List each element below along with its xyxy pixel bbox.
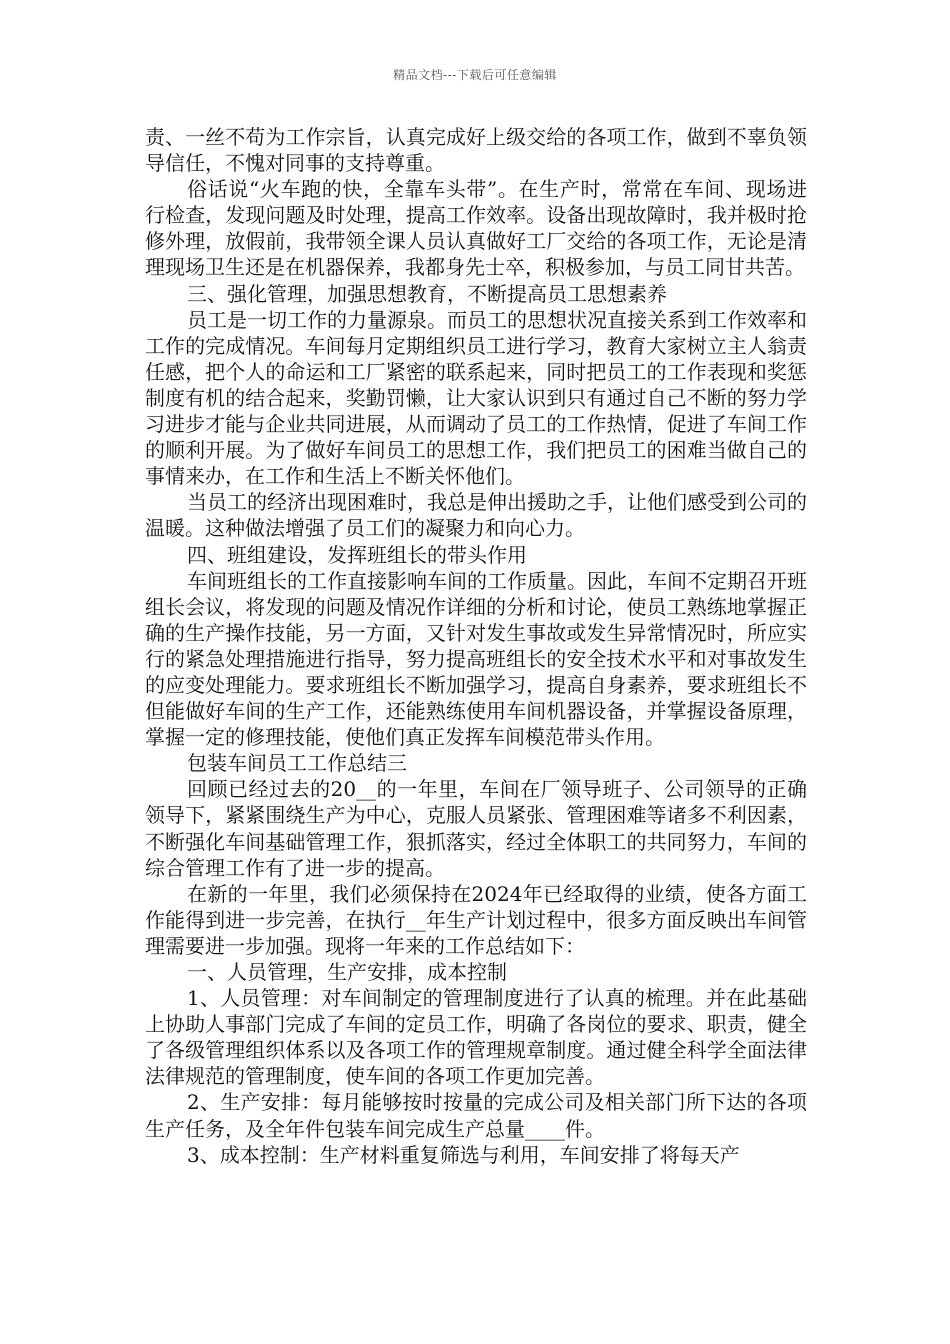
paragraph: 在新的一年里，我们必须保持在2024年已经取得的业绩，使各方面工作能得到进一步完善，在执行__年生产计划过程中，很多方面反映出车间管理需要进一步加强。现将一年来的工作总结如下： xyxy=(145,881,807,958)
paragraph: 车间班组长的工作直接影响车间的工作质量。因此，车间不定期召开班组长会议，将发现的问题及情况作详细的分析和讨论，使员工熟练地掌握正确的生产操作技能，另一方面，又针对发生事故或发生异常情况时，所应实行的紧急处理措施进行指导，努力提高班组长的安全技术水平和对事故发生的应变处理能力。要求班组长不断加强学习，提高自身素养，要求班组长不但能做好车间的生产工作，还能熟练使用车间机器设备，并掌握设备原理，掌握一定的修理技能，使他们真正发挥车间模范带头作用。 xyxy=(145,568,807,750)
paragraph: 责、一丝不苟为工作宗旨，认真完成好上级交给的各项工作，做到不辜负领导信任，不愧对同事的支持尊重。 xyxy=(145,125,807,176)
paragraph: 回顾已经过去的20__的一年里，车间在厂领导班子、公司领导的正确领导下，紧紧围绕生产为中心，克服人员紧张、管理困难等诸多不利因素，不断强化车间基础管理工作，狠抓落实，经过全体职工的共同努力，车间的综合管理工作有了进一步的提高。 xyxy=(145,777,807,880)
section-heading: 四、班组建设，发挥班组长的带头作用 xyxy=(187,542,527,567)
document-body xyxy=(145,124,807,1168)
paragraph: 俗话说“火车跑的快，全靠车头带”。在生产时，常常在车间、现场进行检查，发现问题及时处理，提高工作效率。设备出现故障时，我并极时抢修外理，放假前，我带领全课人员认真做好工厂交给的各项工作，无论是清理现场卫生还是在机器保养，我都身先士卒，积极参加，与员工同甘共苦。 xyxy=(145,177,807,280)
paragraph: 3、成本控制：生产材料重复筛选与利用，车间安排了将每天产 xyxy=(187,1142,740,1167)
paragraph: 2、生产安排：每月能够按时按量的完成公司及相关部门所下达的各项生产任务，及全年件包装车间完成生产总量____件。 xyxy=(145,1090,807,1141)
section-heading: 一、人员管理，生产安排，成本控制 xyxy=(187,960,507,984)
page-header: 精品文档---下载后可任意编辑 xyxy=(393,68,557,82)
paragraph: 1、人员管理：对车间制定的管理制度进行了认真的梳理。并在此基础上协助人事部门完成了车间的定员工作，明确了各岗位的要求、职责，健全了各级管理组织体系以及各项工作的管理规章制度。通过健全科学全面法律法律规范的管理制度，使车间的各项工作更加完善。 xyxy=(145,986,807,1089)
paragraph: 当员工的经济出现困难时，我总是伸出援助之手，让他们感受到公司的温暖。这种做法增强了员工们的凝聚力和向心力。 xyxy=(145,490,807,541)
section-heading: 三、强化管理，加强思想教育，不断提高员工思想素养 xyxy=(187,281,667,306)
paragraph: 员工是一切工作的力量源泉。而员工的思想状况直接关系到工作效率和工作的完成情况。车间每月定期组织员工进行学习，教育大家树立主人翁责任感，把个人的命运和工厂紧密的联系起来，同时把员工的工作表现和奖惩制度有机的结合起来，奖勤罚懒，让大家认识到只有通过自己不断的努力学习进步才能与企业共同进展，从而调动了员工的工作热情，促进了车间工作的顺利开展。为了做好车间员工的思想工作，我们把员工的困难当做自己的事情来办，在工作和生活上不断关怀他们。 xyxy=(145,307,807,489)
section-title: 包装车间员工工作总结三 xyxy=(187,751,407,776)
